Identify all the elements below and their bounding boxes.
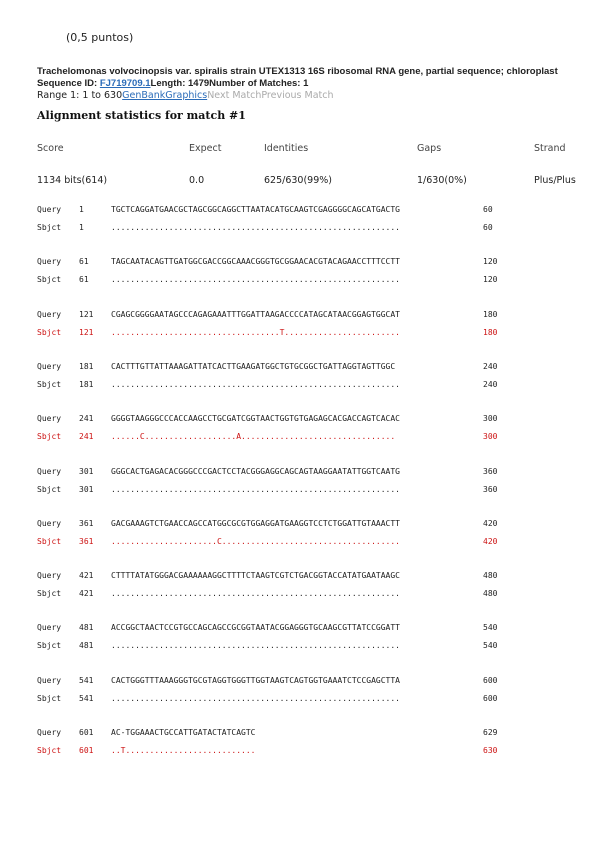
- subject-end: 120: [483, 275, 498, 285]
- query-label: Query: [37, 414, 62, 424]
- query-row: [0, 257, 600, 269]
- query-seq: GACGAAAGTCTGAACCAGCCATGGCGCGTGGAGGATGAAGGTCCTCTGGATTGTAAACTT: [111, 518, 400, 528]
- query-row: [0, 310, 600, 322]
- query-label: Query: [37, 518, 62, 528]
- alignment-title: Alignment statistics for match #1: [37, 109, 246, 122]
- query-end: 600: [483, 675, 498, 685]
- subject-label: Sbjct: [37, 327, 62, 337]
- subject-label: Sbjct: [37, 536, 62, 546]
- subject-start: 181: [79, 379, 94, 389]
- subject-seq: ............................................................: [111, 589, 400, 599]
- query-label: Query: [37, 257, 62, 267]
- query-row: [0, 467, 600, 479]
- query-row: [0, 414, 600, 426]
- query-start: 121: [79, 309, 94, 319]
- subject-start: 361: [79, 536, 94, 546]
- query-end: 240: [483, 361, 498, 371]
- subject-end: 300: [483, 432, 498, 442]
- query-start: 601: [79, 728, 94, 737]
- subject-end: 240: [483, 379, 498, 389]
- subject-row: [0, 589, 600, 601]
- query-end: 180: [483, 309, 498, 319]
- subject-label: Sbjct: [37, 693, 62, 703]
- range-line: [37, 90, 582, 102]
- query-label: Query: [37, 361, 62, 371]
- subject-end: 630: [483, 746, 498, 755]
- query-seq: CACTTTGTTATTAAAGATTATCACTTGAAGATGGCTGTGCGGCTGATTAGGTAGTTGGC: [111, 361, 396, 371]
- gaps-value: 1/630(0%): [417, 175, 467, 186]
- subject-seq: ......C...................A................................: [111, 432, 396, 442]
- subject-seq: ............................................................: [111, 379, 400, 389]
- query-label: Query: [37, 623, 62, 633]
- points-label: (0,5 puntos): [66, 31, 134, 44]
- subject-end: 540: [483, 641, 498, 651]
- subject-start: 241: [79, 432, 94, 442]
- query-label: Query: [37, 675, 62, 685]
- query-label: Query: [37, 205, 62, 214]
- query-end: 360: [483, 466, 498, 476]
- score-value: 1134 bits(614): [37, 175, 108, 186]
- query-row: [0, 519, 600, 531]
- subject-end: 480: [483, 589, 498, 599]
- subject-row: [0, 694, 600, 706]
- query-label: Query: [37, 728, 62, 737]
- subject-row: [0, 537, 600, 549]
- query-row: [0, 571, 600, 583]
- query-seq: TAGCAATACAGTTGATGGCGACCGGCAAACGGGTGCGGAACACGTACAGAACCTTTCCTT: [111, 257, 400, 267]
- query-start: 361: [79, 518, 94, 528]
- subject-seq: ............................................................: [111, 484, 400, 494]
- subject-end: 180: [483, 327, 498, 337]
- subject-row: [0, 223, 600, 235]
- result-header: [37, 66, 582, 102]
- query-row: [0, 728, 600, 740]
- subject-label: Sbjct: [37, 432, 62, 442]
- query-seq: TGCTCAGGATGAACGCTAGCGGCAGGCTTAATACATGCAAGTCGAGGGGCAGCATGACTG: [111, 205, 400, 214]
- query-row: [0, 205, 600, 217]
- subject-start: 61: [79, 275, 89, 285]
- length-text: Length: 1479: [150, 78, 210, 89]
- query-label: Query: [37, 309, 62, 319]
- subject-seq: ......................C.....................................: [111, 536, 400, 546]
- query-seq: CGAGCGGGGAATAGCCCAGAGAAATTTGGATTAAGACCCCATAGCATAACGGAGTGGCAT: [111, 309, 400, 319]
- identities-value: 625/630(99%): [264, 175, 332, 186]
- query-start: 1: [79, 205, 84, 214]
- subject-label: Sbjct: [37, 746, 62, 755]
- subject-row: [0, 485, 600, 497]
- range-text: Range 1: 1 to 630: [37, 90, 123, 101]
- query-start: 301: [79, 466, 94, 476]
- subject-seq: ...................................T........................: [111, 327, 400, 337]
- genbank-link[interactable]: GenBank: [122, 90, 166, 101]
- subject-seq: ............................................................: [111, 693, 400, 703]
- previous-match-link[interactable]: Previous Match: [261, 90, 334, 101]
- query-end: 300: [483, 414, 498, 424]
- query-start: 61: [79, 257, 89, 267]
- subject-end: 420: [483, 536, 498, 546]
- subject-row: [0, 328, 600, 340]
- sequence-id-line: [37, 78, 582, 90]
- query-start: 241: [79, 414, 94, 424]
- subject-seq: ............................................................: [111, 223, 400, 232]
- query-start: 181: [79, 361, 94, 371]
- query-start: 481: [79, 623, 94, 633]
- query-end: 60: [483, 205, 493, 214]
- subject-row: [0, 380, 600, 392]
- query-seq: GGGGTAAGGGCCCACCAAGCCTGCGATCGGTAACTGGTGTGAGAGCACGACCAGTCACAC: [111, 414, 400, 424]
- subject-label: Sbjct: [37, 484, 62, 494]
- query-end: 540: [483, 623, 498, 633]
- graphics-link[interactable]: Graphics: [165, 90, 208, 101]
- query-seq: GGGCACTGAGACACGGGCCCGACTCCTACGGGAGGCAGCAGTAAGGAATATTGGTCAATG: [111, 466, 400, 476]
- query-label: Query: [37, 571, 62, 581]
- query-row: [0, 623, 600, 635]
- strand-value: Plus/Plus: [534, 175, 576, 186]
- subject-label: Sbjct: [37, 275, 62, 285]
- subject-start: 121: [79, 327, 94, 337]
- subject-start: 421: [79, 589, 94, 599]
- next-match-link[interactable]: Next Match: [207, 90, 262, 101]
- subject-label: Sbjct: [37, 641, 62, 651]
- result-title: Trachelomonas volvocinopsis var. spiralis strain UTEX1313 16S ribosomal RNA gene, partial sequence; chloroplast: [37, 66, 558, 77]
- subject-label: Sbjct: [37, 589, 62, 599]
- subject-label: Sbjct: [37, 379, 62, 389]
- query-seq: CTTTTATATGGGACGAAAAAAGGCTTTTCTAAGTCGTCTGACGGTACCATATGAATAAGC: [111, 571, 400, 581]
- subject-seq: ............................................................: [111, 275, 400, 285]
- query-end: 120: [483, 257, 498, 267]
- subject-row: [0, 432, 600, 444]
- subject-start: 541: [79, 693, 94, 703]
- subject-start: 1: [79, 223, 84, 232]
- query-label: Query: [37, 466, 62, 476]
- expect-label: Expect: [189, 143, 222, 154]
- subject-row: [0, 275, 600, 287]
- subject-end: 60: [483, 223, 493, 232]
- gaps-label: Gaps: [417, 143, 442, 154]
- query-seq: AC-TGGAAACTGCCATTGATACTATCAGTC: [111, 728, 256, 737]
- sequence-id-link[interactable]: FJ719709.1: [99, 78, 151, 89]
- matches-text: Number of Matches: 1: [209, 78, 309, 89]
- subject-label: Sbjct: [37, 223, 62, 232]
- subject-end: 600: [483, 693, 498, 703]
- subject-start: 301: [79, 484, 94, 494]
- query-row: [0, 362, 600, 374]
- query-end: 480: [483, 571, 498, 581]
- query-seq: ACCGGCTAACTCCGTGCCAGCAGCCGCGGTAATACGGAGGGTGCAAGCGTTATCCGGATT: [111, 623, 400, 633]
- score-label: Score: [37, 143, 64, 154]
- expect-value: 0.0: [189, 175, 205, 186]
- query-seq: CACTGGGTTTAAAGGGTGCGTAGGTGGGTTGGTAAGTCAGTGGTGAAATCTCCGAGCTTA: [111, 675, 400, 685]
- query-start: 421: [79, 571, 94, 581]
- subject-start: 481: [79, 641, 94, 651]
- subject-row: [0, 641, 600, 653]
- sequence-id-label: Sequence ID:: [37, 78, 100, 89]
- subject-seq: ..T...........................: [111, 746, 256, 755]
- subject-row: [0, 746, 600, 758]
- query-start: 541: [79, 675, 94, 685]
- subject-end: 360: [483, 484, 498, 494]
- query-row: [0, 676, 600, 688]
- subject-seq: ............................................................: [111, 641, 400, 651]
- query-end: 629: [483, 728, 498, 737]
- query-end: 420: [483, 518, 498, 528]
- strand-label: Strand: [534, 143, 566, 154]
- subject-start: 601: [79, 746, 94, 755]
- identities-label: Identities: [264, 143, 309, 154]
